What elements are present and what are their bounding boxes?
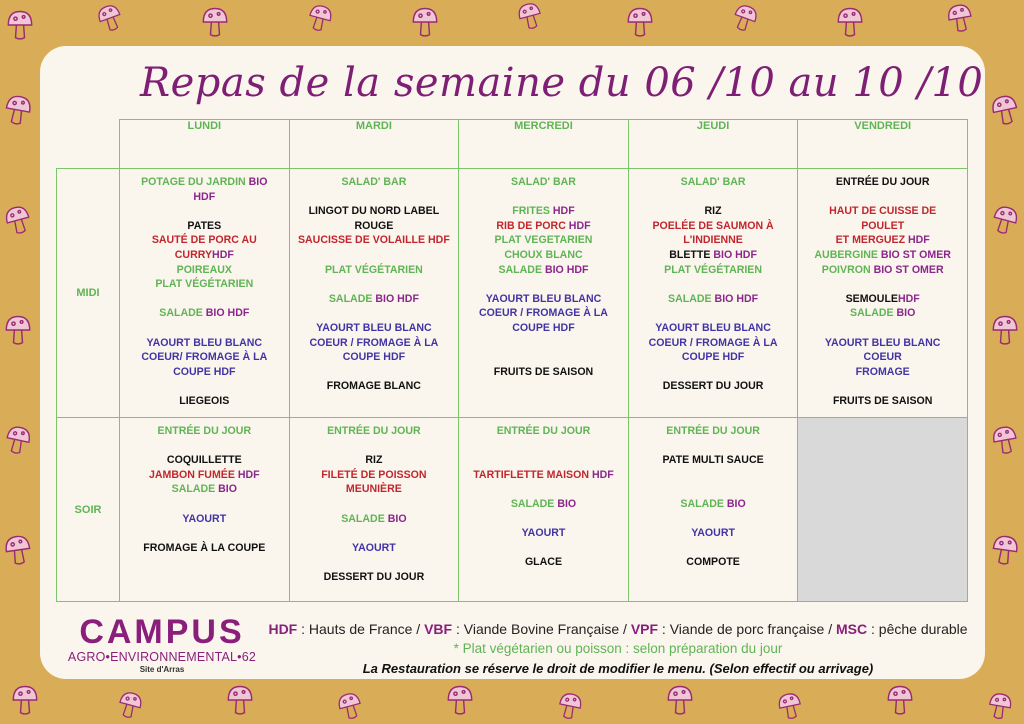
menu-text: SALADE	[171, 483, 219, 496]
menu-line	[637, 292, 790, 307]
menu-line	[467, 248, 620, 263]
menu-text: YAOURT BLEU BLANC	[824, 336, 941, 349]
menu-cell-soir-mardi	[289, 418, 459, 602]
menu-text: BIO	[557, 497, 577, 510]
menu-text: PLAT VEGETARIEN	[494, 234, 593, 247]
menu-line	[298, 570, 451, 585]
menu-text: SALADE	[850, 307, 897, 320]
menu-line	[637, 233, 790, 248]
menu-line	[806, 175, 959, 190]
menu-line	[467, 468, 620, 483]
menu-cell-soir-vendredi-empty	[798, 418, 968, 602]
menu-text: PATE MULTI SAUCE	[662, 454, 764, 467]
menu-line	[467, 321, 620, 336]
menu-line	[637, 555, 790, 570]
day-header-mercredi: MERCREDI	[459, 120, 629, 169]
menu-text: COEUR/ FROMAGE À LA	[141, 351, 268, 364]
spacer	[637, 439, 790, 454]
day-header-vendredi: VENDREDI	[798, 120, 968, 169]
menu-line	[637, 321, 790, 336]
menu-text: HDF	[552, 205, 575, 218]
menu-text: POIREAUX	[176, 263, 232, 276]
menu-text: SALADE	[510, 497, 558, 510]
menu-text: BIO HDF	[713, 248, 757, 261]
menu-text: COEUR / FROMAGE À LA	[648, 336, 778, 349]
menu-text: DESSERT DU JOUR	[323, 570, 425, 583]
menu-line	[806, 292, 959, 307]
menu-line	[637, 526, 790, 541]
menu-text: POELÉE DE SAUMON À	[652, 219, 774, 232]
legend	[258, 619, 978, 679]
spacer	[298, 306, 451, 321]
menu-text: BIO HDF	[375, 292, 419, 305]
menu-text: GLACE	[524, 556, 563, 569]
menu-text: FILETÉ DE POISSON	[321, 468, 427, 481]
menu-text: POTAGE DU JARDIN	[141, 176, 249, 188]
menu-text: ENTRÉE DU JOUR	[327, 425, 421, 437]
menu-text: SALAD' BAR	[511, 176, 576, 188]
logo-site: Site d'Arras	[139, 665, 185, 674]
menu-line	[806, 350, 959, 365]
menu-panel	[40, 46, 985, 679]
spacer	[128, 321, 281, 336]
spacer	[298, 526, 451, 541]
menu-line	[298, 379, 451, 394]
menu-line	[128, 468, 281, 483]
menu-text: COUPE HDF	[681, 351, 745, 364]
menu-line	[637, 175, 790, 190]
menu-line	[128, 219, 281, 234]
spacer	[128, 292, 281, 307]
menu-line	[128, 248, 281, 263]
menu-text: YAOURT	[521, 527, 566, 540]
menu-text: MEUNIÈRE	[345, 483, 402, 496]
menu-text: YAOURT	[352, 541, 396, 554]
menu-text: TARTIFLETTE MAISON	[473, 468, 592, 481]
spacer	[467, 453, 620, 468]
logo-name: CAMPUS	[79, 613, 245, 651]
legend-abbr-hdf: HDF	[268, 621, 298, 637]
legend-disclaimer: La Restauration se réserve le droit de modifier le menu. (Selon effectif ou arrivage)	[362, 661, 874, 676]
menu-line	[298, 263, 451, 278]
spacer	[298, 439, 451, 454]
menu-text: CURRY	[174, 248, 213, 261]
menu-text: SALADE	[159, 307, 206, 320]
corner-cell	[57, 120, 120, 169]
menu-line	[467, 306, 620, 321]
menu-text: L'INDIENNE	[683, 234, 743, 247]
menu-text: FROMAGE	[855, 365, 910, 378]
menu-text: HDF	[908, 234, 930, 247]
spacer	[806, 321, 959, 336]
spacer	[298, 190, 451, 205]
menu-text: YAOURT	[182, 512, 227, 525]
menu-text: BIO	[248, 176, 268, 188]
day-header-lundi: LUNDI	[120, 120, 290, 169]
spacer	[467, 482, 620, 497]
spacer	[467, 350, 620, 365]
legend-abbreviations	[258, 619, 978, 639]
legend-abbr-vpf: VPF	[630, 621, 659, 637]
menu-line	[806, 394, 959, 409]
spacer	[298, 248, 451, 263]
row-label-midi: MIDI	[57, 169, 120, 418]
menu-text: SALADE	[498, 263, 545, 276]
menu-text: ENTRÉE DU JOUR	[666, 425, 760, 437]
menu-text: SALADE	[680, 497, 727, 510]
spacer	[298, 365, 451, 380]
menu-line	[128, 336, 281, 351]
menu-line	[128, 175, 281, 190]
spacer	[637, 277, 790, 292]
menu-text: BIO ST OMER	[873, 263, 944, 276]
menu-text: HDF	[591, 468, 614, 481]
menu-text: CHOUX BLANC	[504, 248, 583, 261]
menu-text: SAUTÉ DE PORC AU	[151, 234, 257, 247]
menu-text: BIO	[726, 497, 746, 510]
legend-text-vbf: : Viande Bovine Française /	[452, 621, 631, 637]
menu-text: BIO HDF	[544, 263, 589, 276]
legend-note: * Plat végétarien ou poisson : selon préparation du jour	[453, 641, 783, 656]
menu-line	[128, 306, 281, 321]
spacer	[637, 512, 790, 527]
menu-line	[128, 424, 281, 439]
menu-text: SALADE	[668, 292, 715, 305]
menu-line	[637, 350, 790, 365]
menu-line	[298, 292, 451, 307]
menu-line	[637, 453, 790, 468]
spacer	[806, 379, 959, 394]
menu-text: BIO ST OMER	[880, 248, 951, 261]
spacer	[806, 190, 959, 205]
menu-text: YAOURT BLEU BLANC	[655, 321, 771, 334]
menu-line	[298, 175, 451, 190]
legend-abbr-vbf: VBF	[424, 621, 453, 637]
spacer	[467, 190, 620, 205]
menu-cell-soir-jeudi	[628, 418, 798, 602]
menu-cell-soir-lundi	[120, 418, 290, 602]
menu-text: COQUILLETTE	[166, 454, 242, 467]
logo-subtitle: AGRO•ENVIRONNEMENTAL•62	[67, 650, 257, 664]
menu-line	[637, 248, 790, 263]
day-header-row	[57, 120, 968, 169]
menu-text: BIO	[896, 307, 916, 320]
menu-text: PLAT VÉGÉTARIEN	[324, 263, 423, 276]
menu-line	[637, 497, 790, 512]
menu-line	[128, 541, 281, 556]
menu-line	[467, 219, 620, 234]
menu-text: COEUR	[863, 351, 902, 364]
soir-row	[57, 418, 968, 602]
menu-text: COEUR / FROMAGE À LA	[309, 336, 439, 349]
spacer	[637, 306, 790, 321]
menu-line	[128, 277, 281, 292]
menu-text: FROMAGE BLANC	[326, 380, 421, 393]
menu-text: SALADE	[341, 512, 388, 525]
menu-line	[637, 379, 790, 394]
menu-line	[298, 453, 451, 468]
menu-line	[806, 306, 959, 321]
menu-text: JAMBON FUMÉE	[148, 468, 238, 481]
menu-text: SALAD' BAR	[341, 176, 407, 188]
spacer	[128, 439, 281, 454]
menu-line	[128, 394, 281, 409]
menu-cell-soir-mercredi	[459, 418, 629, 602]
menu-line	[298, 233, 451, 248]
menu-text: SALAD' BAR	[680, 176, 746, 188]
menu-text: YAOURT BLEU BLANC	[146, 336, 263, 349]
menu-text: RIZ	[704, 205, 722, 218]
menu-text: ROUGE	[354, 219, 394, 232]
legend-text-hdf: : Hauts de France /	[297, 621, 425, 637]
menu-text: COUPE HDF	[173, 365, 236, 378]
weekly-menu-table	[56, 119, 968, 602]
spacer	[298, 497, 451, 512]
menu-text: PATES	[187, 219, 222, 232]
menu-text: LINGOT DU NORD LABEL	[308, 205, 440, 218]
menu-cell-midi-jeudi	[628, 169, 798, 418]
day-header-jeudi: JEUDI	[628, 120, 798, 169]
menu-text: ENTRÉE DU JOUR	[496, 425, 591, 437]
spacer	[128, 379, 281, 394]
day-header-mardi: MARDI	[289, 120, 459, 169]
menu-cell-midi-mercredi	[459, 169, 629, 418]
menu-line	[128, 190, 281, 205]
spacer	[637, 482, 790, 497]
spacer	[467, 541, 620, 556]
menu-text: FRUITS DE SAISON	[832, 394, 933, 407]
menu-line	[467, 175, 620, 190]
spacer	[637, 190, 790, 205]
menu-line	[298, 482, 451, 497]
spacer	[637, 365, 790, 380]
menu-line	[806, 336, 959, 351]
menu-text: COUPE HDF	[342, 351, 406, 364]
menu-text: COUPE HDF	[512, 321, 575, 334]
menu-line	[806, 263, 959, 278]
menu-text: HDF	[193, 190, 216, 203]
menu-line	[637, 263, 790, 278]
menu-line	[298, 468, 451, 483]
spacer	[128, 526, 281, 541]
menu-text: SEMOULE	[845, 292, 898, 305]
spacer	[467, 277, 620, 292]
menu-text: YAOURT	[691, 527, 735, 540]
menu-cell-midi-mardi	[289, 169, 459, 418]
menu-line	[128, 365, 281, 380]
spacer	[637, 468, 790, 483]
page-title: Repas de la semaine du 06 /10 au 10 /10	[140, 60, 984, 106]
menu-text: HDF	[212, 248, 234, 261]
menu-text: BIO HDF	[205, 307, 250, 320]
menu-line	[467, 204, 620, 219]
menu-line	[467, 233, 620, 248]
menu-line	[637, 219, 790, 234]
menu-text: FRUITS DE SAISON	[493, 365, 594, 378]
menu-text: BIO	[387, 512, 407, 525]
menu-line	[806, 204, 959, 233]
menu-text: RIZ	[365, 454, 383, 467]
menu-text: SALADE	[328, 292, 376, 305]
menu-line	[128, 263, 281, 278]
menu-line	[128, 453, 281, 468]
menu-line	[467, 526, 620, 541]
menu-text: SAUCISSE DE VOLAILLE HDF	[297, 234, 450, 247]
menu-line	[298, 541, 451, 556]
spacer	[637, 541, 790, 556]
menu-line	[128, 350, 281, 365]
menu-line	[467, 555, 620, 570]
menu-text: FROMAGE À LA COUPE	[143, 541, 266, 554]
menu-line	[467, 263, 620, 278]
legend-abbr-msc: MSC	[836, 621, 868, 637]
menu-text: ET MERGUEZ	[835, 234, 908, 247]
menu-line	[637, 424, 790, 439]
menu-text: BIO	[218, 483, 237, 496]
menu-text: HDF	[237, 468, 260, 481]
menu-line	[128, 233, 281, 248]
menu-text: LIEGEOIS	[179, 394, 230, 407]
menu-text: BIO HDF	[714, 292, 759, 305]
menu-text: HDF	[897, 292, 920, 305]
menu-line	[298, 424, 451, 439]
menu-text: YAOURT BLEU BLANC	[316, 321, 432, 334]
menu-line	[806, 248, 959, 263]
menu-line	[467, 292, 620, 307]
menu-text: FRITES	[512, 205, 553, 218]
menu-text: DESSERT DU JOUR	[662, 380, 764, 393]
menu-line	[806, 233, 959, 248]
menu-line	[298, 204, 451, 219]
spacer	[806, 277, 959, 292]
menu-line	[128, 512, 281, 527]
menu-line	[298, 512, 451, 527]
menu-text: ENTRÉE DU JOUR	[835, 176, 930, 188]
midi-row	[57, 169, 968, 418]
menu-text: HDF	[568, 219, 591, 232]
menu-line	[637, 204, 790, 219]
menu-line	[298, 350, 451, 365]
menu-text: ENTRÉE DU JOUR	[157, 425, 252, 437]
menu-line	[298, 336, 451, 351]
menu-cell-midi-lundi	[120, 169, 290, 418]
menu-cell-midi-vendredi	[798, 169, 968, 418]
spacer	[298, 277, 451, 292]
spacer	[467, 512, 620, 527]
menu-text: YAOURT BLEU BLANC	[485, 292, 602, 305]
spacer	[128, 497, 281, 512]
menu-text: COMPOTE	[686, 556, 740, 569]
spacer	[467, 336, 620, 351]
menu-line	[128, 482, 281, 497]
menu-line	[467, 365, 620, 380]
spacer	[128, 204, 281, 219]
spacer	[467, 439, 620, 454]
menu-line	[467, 497, 620, 512]
menu-line	[467, 424, 620, 439]
menu-line	[298, 321, 451, 336]
menu-text: PLAT VÉGÉTARIEN	[155, 278, 254, 291]
menu-text: PLAT VÉGÉTARIEN	[664, 263, 763, 276]
legend-text-msc: : pêche durable	[867, 621, 968, 637]
menu-text: BLETTE	[669, 248, 714, 261]
menu-text: AUBERGINE	[814, 248, 881, 261]
menu-text: COEUR / FROMAGE À LA	[479, 307, 608, 320]
menu-line	[298, 219, 451, 234]
menu-text: RIB DE PORC	[496, 219, 569, 232]
campus-logo	[62, 614, 262, 676]
row-label-soir: SOIR	[57, 418, 120, 602]
menu-text: POIVRON	[821, 263, 874, 276]
menu-line	[637, 336, 790, 351]
menu-text: HAUT DE CUISSE DE POULET	[829, 205, 937, 232]
legend-text-vpf: : Viande de porc française /	[658, 621, 837, 637]
spacer	[298, 555, 451, 570]
menu-line	[806, 365, 959, 380]
